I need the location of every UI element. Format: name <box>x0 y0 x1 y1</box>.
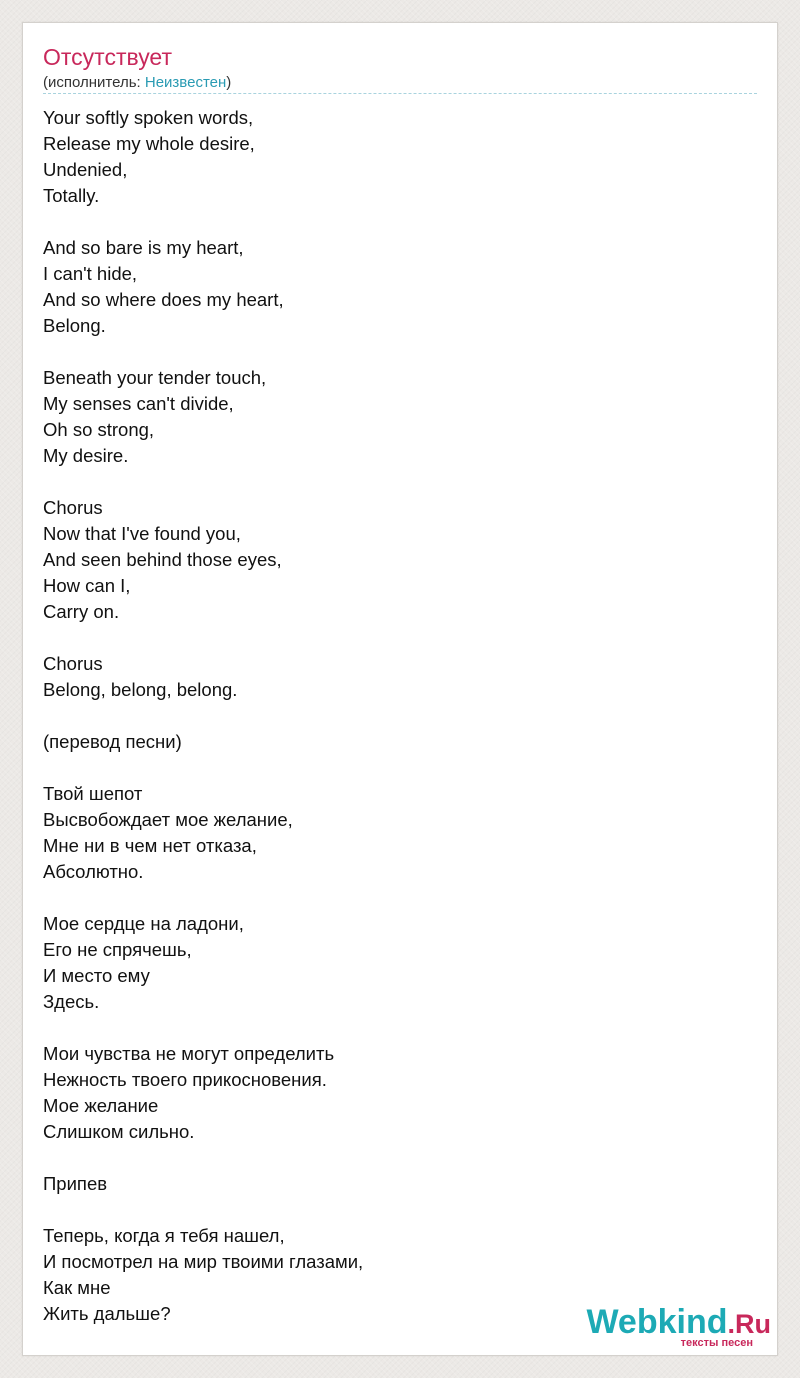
lyrics-card <box>22 22 778 1356</box>
logo-main-text: Webkind <box>586 1303 728 1341</box>
song-title: Отсутствует <box>43 44 172 70</box>
site-logo[interactable] <box>581 1304 771 1348</box>
artist-link[interactable]: Неизвестен <box>144 74 227 91</box>
artist-prefix: (исполнитель: <box>43 74 145 91</box>
logo-tagline: тексты песен <box>680 1337 753 1349</box>
artist-line <box>43 74 231 92</box>
lyrics-text: Your softly spoken words, Release my whole desire, Undenied, Totally. And so bare is my heart, I can't hide, And so where does my heart, Belong. Beneath your tender touch, My senses can't divide, Oh so strong, My desire. Chorus Now that I've found you, And seen behind those eyes, How can I, Carry on. Chorus Belong, belong, belong. (перевод песни) Твой шепот Высвобождает мое желание, Мне ни в чем нет отказа, Абсолютно. Мое сердце на ладони, Его не спрячешь, И место ему Здесь. Мои чувства не могут определить Нежность твоего прикосновения. Мое желание Слишком сильно. Припев Теперь, когда я тебя нашел, И посмотрел на мир твоими глазами, Как мне Жить дальше? <box>43 107 364 1324</box>
artist-suffix: ) <box>226 74 232 91</box>
logo-domain-text: .Ru <box>727 1309 771 1339</box>
header-divider <box>43 93 757 94</box>
